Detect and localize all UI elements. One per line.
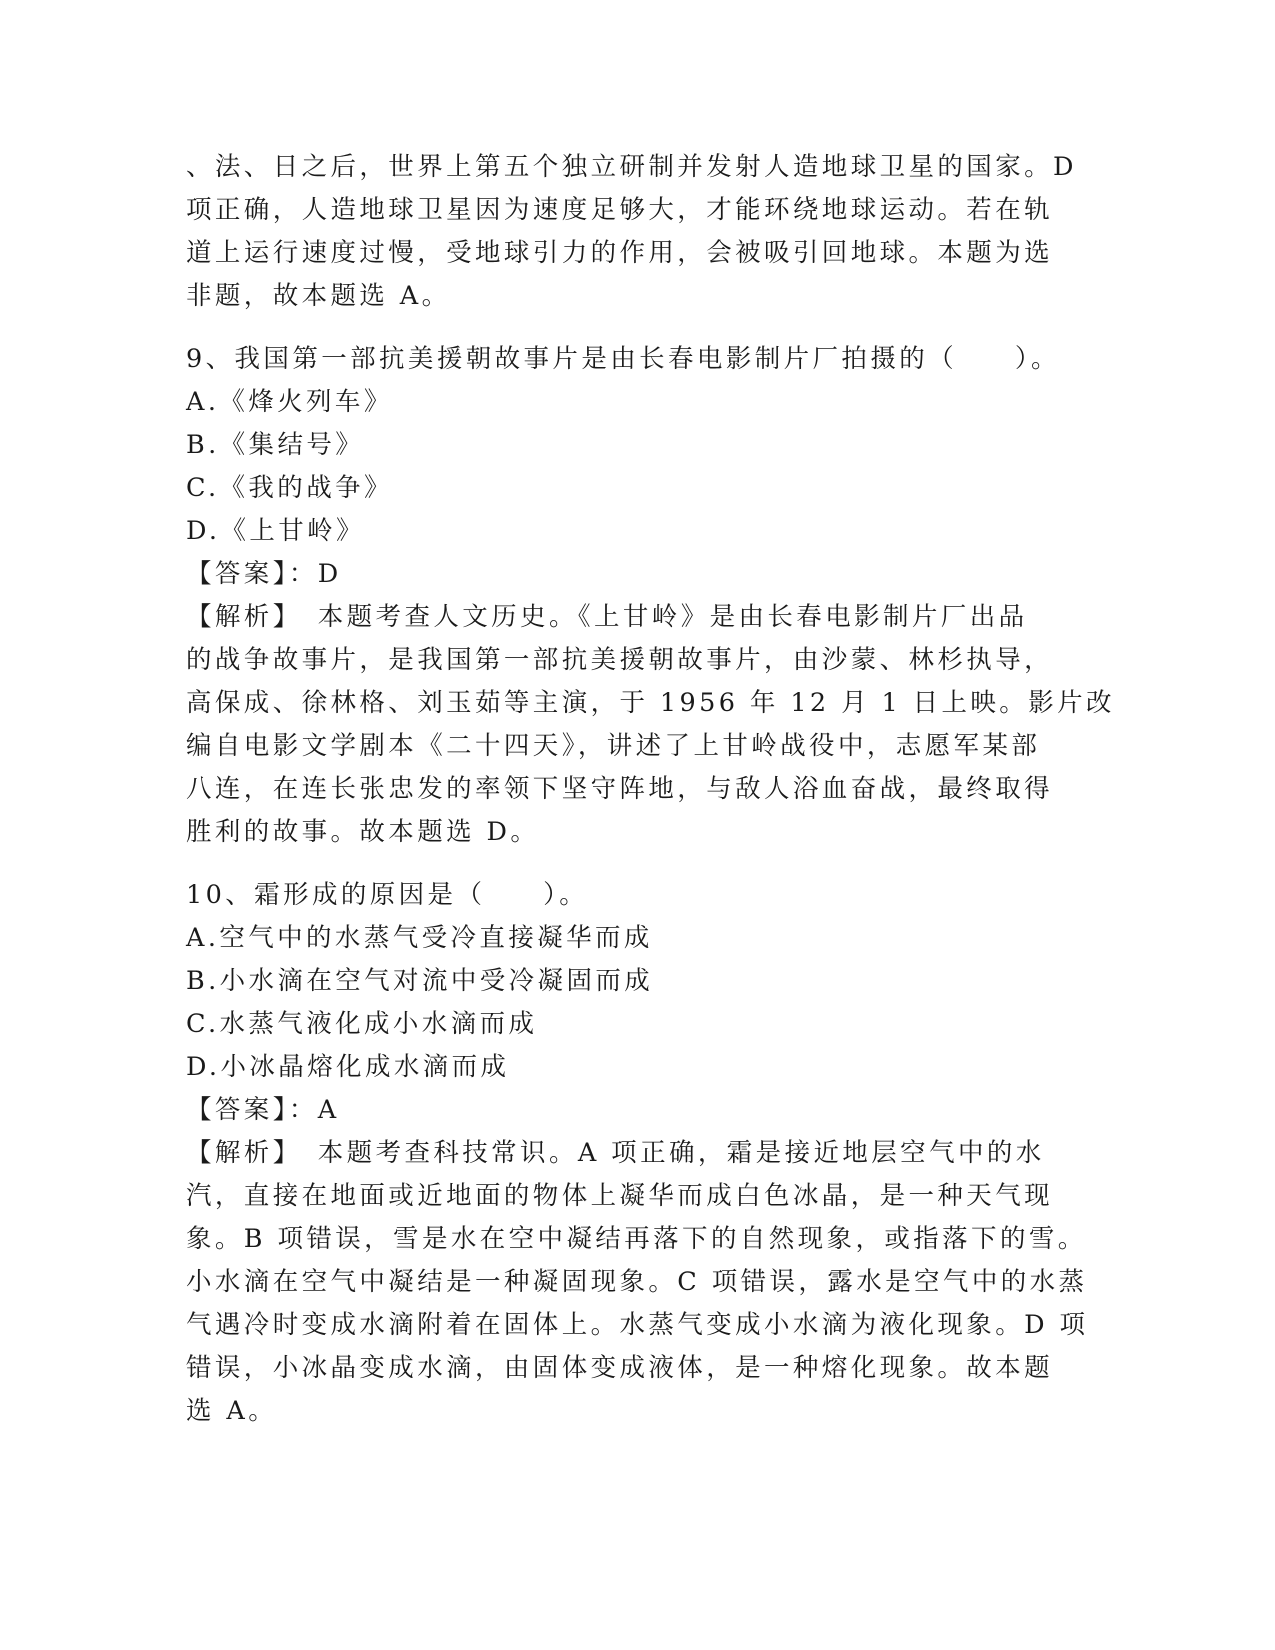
option-d: D.《上甘岭》	[186, 516, 365, 546]
question-stem: 10、霜形成的原因是（ ）。	[186, 880, 589, 910]
option-b: B.《集结号》	[186, 430, 365, 460]
analysis-line: 高保成、徐林格、刘玉茹等主演，于 1956 年 12 月 1 日上映。影片改	[186, 688, 1115, 718]
text-line: 、法、日之后，世界上第五个独立研制并发射人造地球卫星的国家。D	[186, 152, 1077, 182]
answer-line: 【答案】：D	[186, 559, 342, 589]
option-c: C.《我的战争》	[186, 473, 393, 503]
option-c: C.水蒸气液化成小水滴而成	[186, 1009, 538, 1039]
analysis-line: 象。B 项错误，雪是水在空中凝结再落下的自然现象，或指落下的雪。	[186, 1224, 1087, 1254]
answer-line: 【答案】：A	[186, 1095, 340, 1125]
option-d: D.小冰晶熔化成水滴而成	[186, 1052, 510, 1082]
question-9	[186, 338, 1115, 854]
option-a: A.空气中的水蒸气受冷直接凝华而成	[186, 923, 653, 953]
analysis-line: 汽，直接在地面或近地面的物体上凝华而成白色冰晶，是一种天气现	[186, 1181, 1054, 1211]
analysis-line: 【解析】 本题考查人文历史。《上甘岭》是由长春电影制片厂出品	[186, 602, 1028, 632]
analysis-line: 八连，在连长张忠发的率领下坚守阵地，与敌人浴血奋战，最终取得	[186, 774, 1054, 804]
analysis-line: 小水滴在空气中凝结是一种凝固现象。C 项错误，露水是空气中的水蒸	[186, 1267, 1088, 1297]
analysis-line: 编自电影文学剧本《二十四天》，讲述了上甘岭战役中，志愿军某部	[186, 731, 1041, 761]
option-a: A.《烽火列车》	[186, 387, 393, 417]
text-line: 非题，故本题选 A。	[186, 281, 451, 311]
analysis-line: 【解析】 本题考查科技常识。A 项正确，霜是接近地层空气中的水	[186, 1138, 1045, 1168]
previous-analysis-continuation	[186, 146, 1086, 318]
question-10	[186, 874, 1089, 1433]
analysis-line: 的战争故事片，是我国第一部抗美援朝故事片，由沙蒙、林杉执导，	[186, 645, 1054, 675]
text-line: 项正确，人造地球卫星因为速度足够大，才能环绕地球运动。若在轨	[186, 195, 1054, 225]
question-stem: 9、我国第一部抗美援朝故事片是由长春电影制片厂拍摄的（ ）。	[186, 344, 1060, 374]
option-b: B.小水滴在空气对流中受冷凝固而成	[186, 966, 654, 996]
analysis-line: 错误，小冰晶变成水滴，由固体变成液体，是一种熔化现象。故本题	[186, 1353, 1054, 1383]
analysis-line: 胜利的故事。故本题选 D。	[186, 817, 540, 847]
analysis-line: 选 A。	[186, 1396, 278, 1426]
analysis-line: 气遇冷时变成水滴附着在固体上。水蒸气变成小水滴为液化现象。D 项	[186, 1310, 1089, 1340]
text-line: 道上运行速度过慢，受地球引力的作用，会被吸引回地球。本题为选	[186, 238, 1054, 268]
document-page	[186, 146, 1115, 1433]
